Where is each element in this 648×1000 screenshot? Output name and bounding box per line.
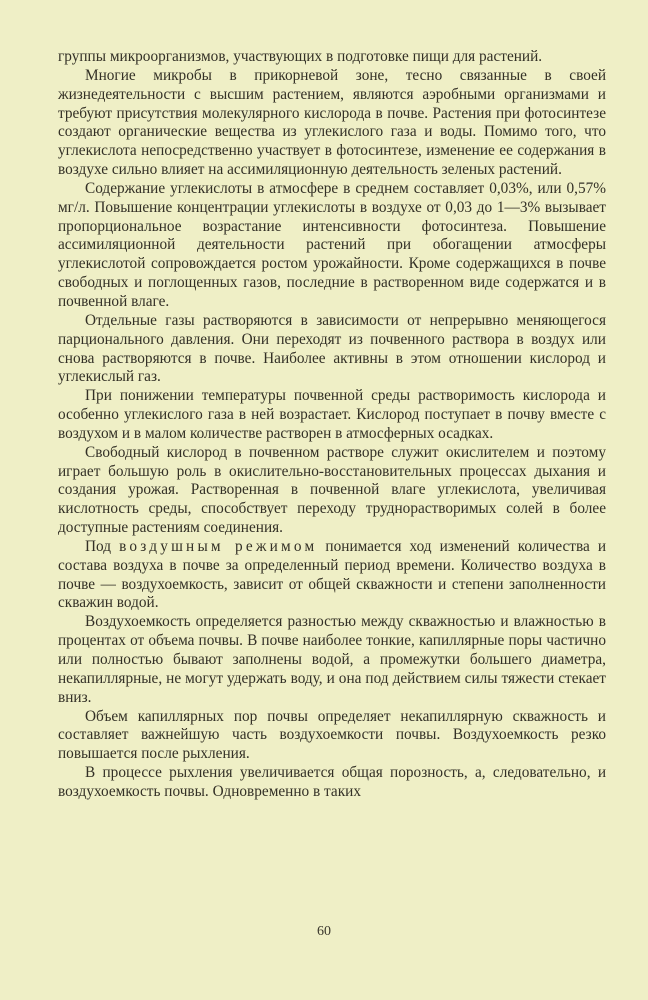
paragraph: группы микроорганизмов, участвующих в подготовке пищи для растений. — [58, 48, 543, 65]
paragraph: Воздухоемкость определяется разностью между скважностью и влажностью в процентах от объема почвы. В почве наиболее тонкие, капиллярные поры частично или полностью бывают заполнены водой, а промежутки большего диаметра, некапиллярные, не могут удержать воду, и она под действием силы тяжести стекает вниз. — [58, 613, 606, 706]
paragraph: Содержание углекислоты в атмосфере в среднем составляет 0,03%, или 0,57% мг/л. Повышение концентрации углекислоты в воздухе от 0,03 до 1—3% вызывает пропорциональное возрастание интенсивности фотосинтеза. Повышение ассимиляционной деятельности растений при обогащении атмосферы углекислотой сопровождается ростом урожайности. Кроме содержащихся в почве свободных и поглощенных газов, последние в растворенном виде содержатся и в почвенной влаге. — [58, 179, 606, 310]
page-body — [58, 48, 606, 802]
paragraph: При понижении температуры почвенной среды растворимость кислорода и особенно углекислого газа в ней возрастает. Кислород поступает в почву вместе с воздухом и в малом количестве растворен в атмосферных осадках. — [58, 387, 606, 442]
page-number: 60 — [317, 924, 331, 939]
spaced-term: воздушным режимом — [119, 537, 318, 555]
paragraph: В процессе рыхления увеличивается общая порозность, а, следовательно, и воздухоемкость почвы. Одновременно в таких — [58, 764, 606, 800]
paragraph: Отдельные газы растворяются в зависимости от непрерывно меняющегося парционального давления. Они переходят из почвенного раствора в воздух или снова растворяются в почве. Наиболее активны в этом отношении кислород и углекислый газ. — [58, 311, 606, 386]
paragraph-lead: Под — [85, 537, 112, 555]
paragraph-air-regime — [58, 538, 606, 613]
paragraph: Свободный кислород в почвенном растворе служит окислителем и поэтому играет большую роль в окислительно-восстановительных процессах дыхания и создания урожая. Растворенная в почвенной влаге углекислота, увеличивая кислотность среды, способствует переходу труднорастворимых солей в более доступные растениям соединения. — [58, 443, 606, 537]
paragraph-rest: понимается ход изменений количества и состава воздуха в почве за определенный период времени. Количество воздуха в почве — воздухоемкость, зависит от общей скважности и степени заполненности скважин водой. — [58, 537, 607, 612]
paragraph: Многие микробы в прикорневой зоне, тесно связанные в своей жизнедеятельности с высшим растением, являются аэробными организмами и требуют присутствия молекулярного кислорода в почве. Растения при фотосинтезе создают органические вещества из углекислого газа и воды. Помимо того, что углекислота непосредственно участвует в фотосинтезе, изменение ее содержания в воздухе сильно влияет на ассимиляционную деятельность зеленых растений. — [58, 66, 606, 179]
paragraph: Объем капиллярных пор почвы определяет некапиллярную скважность и составляет важнейшую часть воздухоемкости почвы. Воздухоемкость резко повышается после рыхления. — [58, 707, 606, 763]
